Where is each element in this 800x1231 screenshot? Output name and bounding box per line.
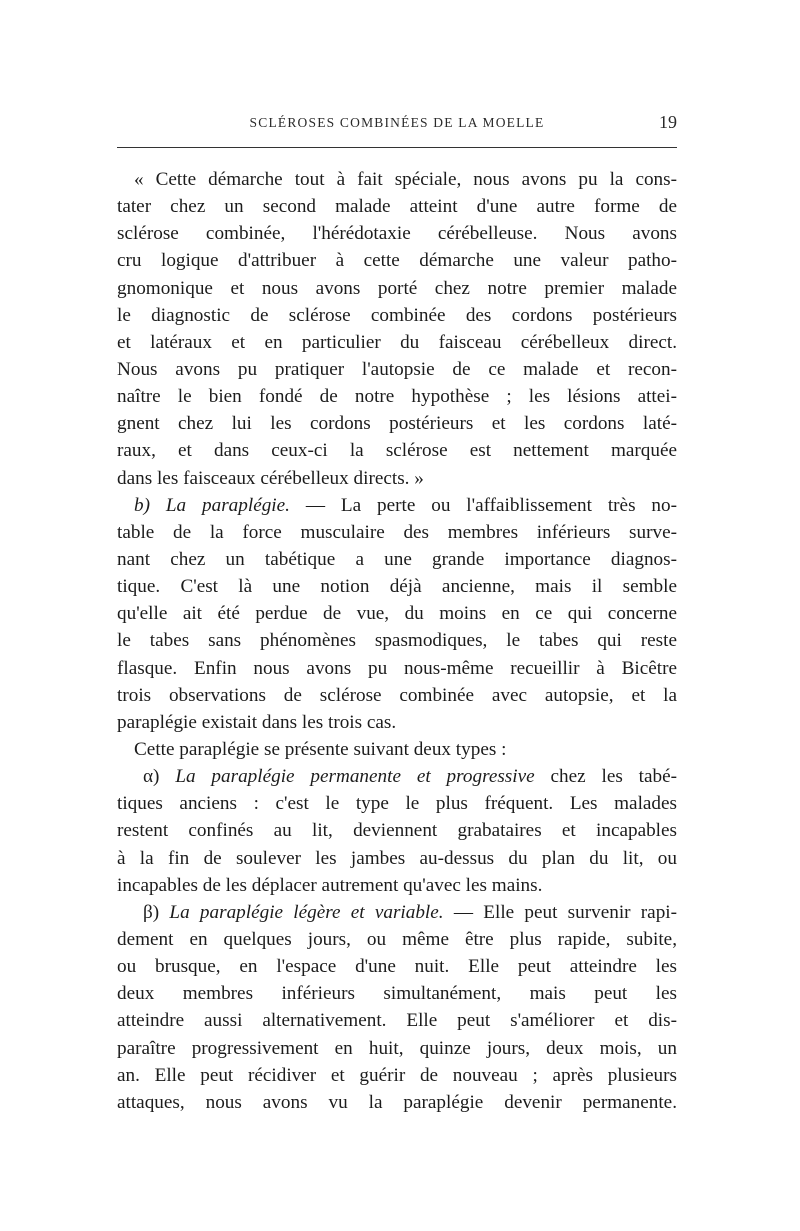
text-line: naître le bien fondé de notre hypothèse ; les lésions attei- bbox=[117, 386, 677, 408]
section-alpha-label: α) bbox=[143, 766, 160, 788]
section-b-first-text: — La perte ou l'affaiblissement très no- bbox=[289, 494, 677, 516]
text-line: Nous avons pu pratiquer l'autopsie de ce malade et recon- bbox=[117, 358, 677, 380]
text-line: gnomonique et nous avons porté chez notre premier malade bbox=[117, 277, 677, 299]
text-line: incapables de les déplacer autrement qu'avec les mains. bbox=[117, 874, 543, 896]
text-line: deux membres inférieurs simultanément, mais peut les bbox=[117, 983, 677, 1005]
page-header bbox=[117, 112, 677, 138]
section-b-title: La paraplégie. bbox=[165, 494, 290, 516]
section-beta-label: β) bbox=[143, 901, 160, 923]
section-alpha-title: La paraplégie permanente et progressive bbox=[175, 766, 535, 788]
text-line: Cette paraplégie se présente suivant deux types : bbox=[134, 738, 507, 760]
text-line: gnent chez lui les cordons postérieurs et les cordons laté- bbox=[117, 413, 677, 435]
section-beta-first-text: — Elle peut survenir rapi- bbox=[443, 901, 678, 923]
section-beta-first-line bbox=[117, 899, 677, 926]
section-b-first-line bbox=[117, 492, 677, 519]
text-line: flasque. Enfin nous avons pu nous-même recueillir à Bicêtre bbox=[117, 657, 677, 679]
body-text bbox=[117, 166, 677, 1116]
text-line: ou brusque, en l'espace d'une nuit. Elle peut atteindre les bbox=[117, 956, 677, 978]
text-line: le tabes sans phénomènes spasmodiques, le tabes qui reste bbox=[117, 630, 677, 652]
section-b-label: b) bbox=[134, 494, 150, 516]
text-line: attaques, nous avons vu la paraplégie devenir permanente. bbox=[117, 1091, 677, 1113]
text-line: et latéraux et en particulier du faisceau cérébelleux direct. bbox=[117, 331, 677, 353]
text-line: tique. C'est là une notion déjà ancienne, mais il semble bbox=[117, 576, 677, 598]
text-line: trois observations de sclérose combinée avec autopsie, et la bbox=[117, 684, 677, 706]
text-line: an. Elle peut récidiver et guérir de nouveau ; après plusieurs bbox=[117, 1064, 677, 1086]
text-line: tater chez un second malade atteint d'une autre forme de bbox=[117, 196, 677, 218]
text-line: paraître progressivement en huit, quinze jours, deux mois, un bbox=[117, 1037, 677, 1059]
text-line: atteindre aussi alternativement. Elle peut s'améliorer et dis- bbox=[117, 1010, 677, 1032]
text-line: restent confinés au lit, deviennent grabataires et incapables bbox=[117, 820, 677, 842]
running-title: SCLÉROSES COMBINÉES DE LA MOELLE bbox=[249, 115, 545, 130]
page-number: 19 bbox=[659, 112, 677, 132]
text-line: tiques anciens : c'est le type le plus fréquent. Les malades bbox=[117, 793, 677, 815]
text-line: dans les faisceaux cérébelleux directs. » bbox=[117, 467, 424, 489]
text-line: à la fin de soulever les jambes au-dessus du plan du lit, ou bbox=[117, 847, 677, 869]
section-alpha-first-text: chez les tabé- bbox=[534, 766, 677, 788]
section-beta-title: La paraplégie légère et variable. bbox=[169, 901, 444, 923]
text-line: « Cette démarche tout à fait spéciale, nous avons pu la cons- bbox=[134, 169, 677, 190]
section-alpha-first-line bbox=[117, 763, 677, 790]
text-line: le diagnostic de sclérose combinée des cordons postérieurs bbox=[117, 304, 677, 326]
text-line: cru logique d'attribuer à cette démarche une valeur patho- bbox=[117, 250, 677, 272]
text-line: nant chez un tabétique a une grande importance diagnos- bbox=[117, 548, 677, 570]
text-line: raux, et dans ceux-ci la sclérose est nettement marquée bbox=[117, 440, 677, 462]
text-line: paraplégie existait dans les trois cas. bbox=[117, 711, 397, 733]
text-line: sclérose combinée, l'hérédotaxie cérébelleuse. Nous avons bbox=[117, 223, 677, 245]
text-line: table de la force musculaire des membres inférieurs surve- bbox=[117, 521, 677, 543]
text-line: dement en quelques jours, ou même être plus rapide, subite, bbox=[117, 928, 677, 950]
header-rule bbox=[117, 147, 677, 148]
text-line: qu'elle ait été perdue de vue, du moins en ce qui concerne bbox=[117, 603, 677, 625]
